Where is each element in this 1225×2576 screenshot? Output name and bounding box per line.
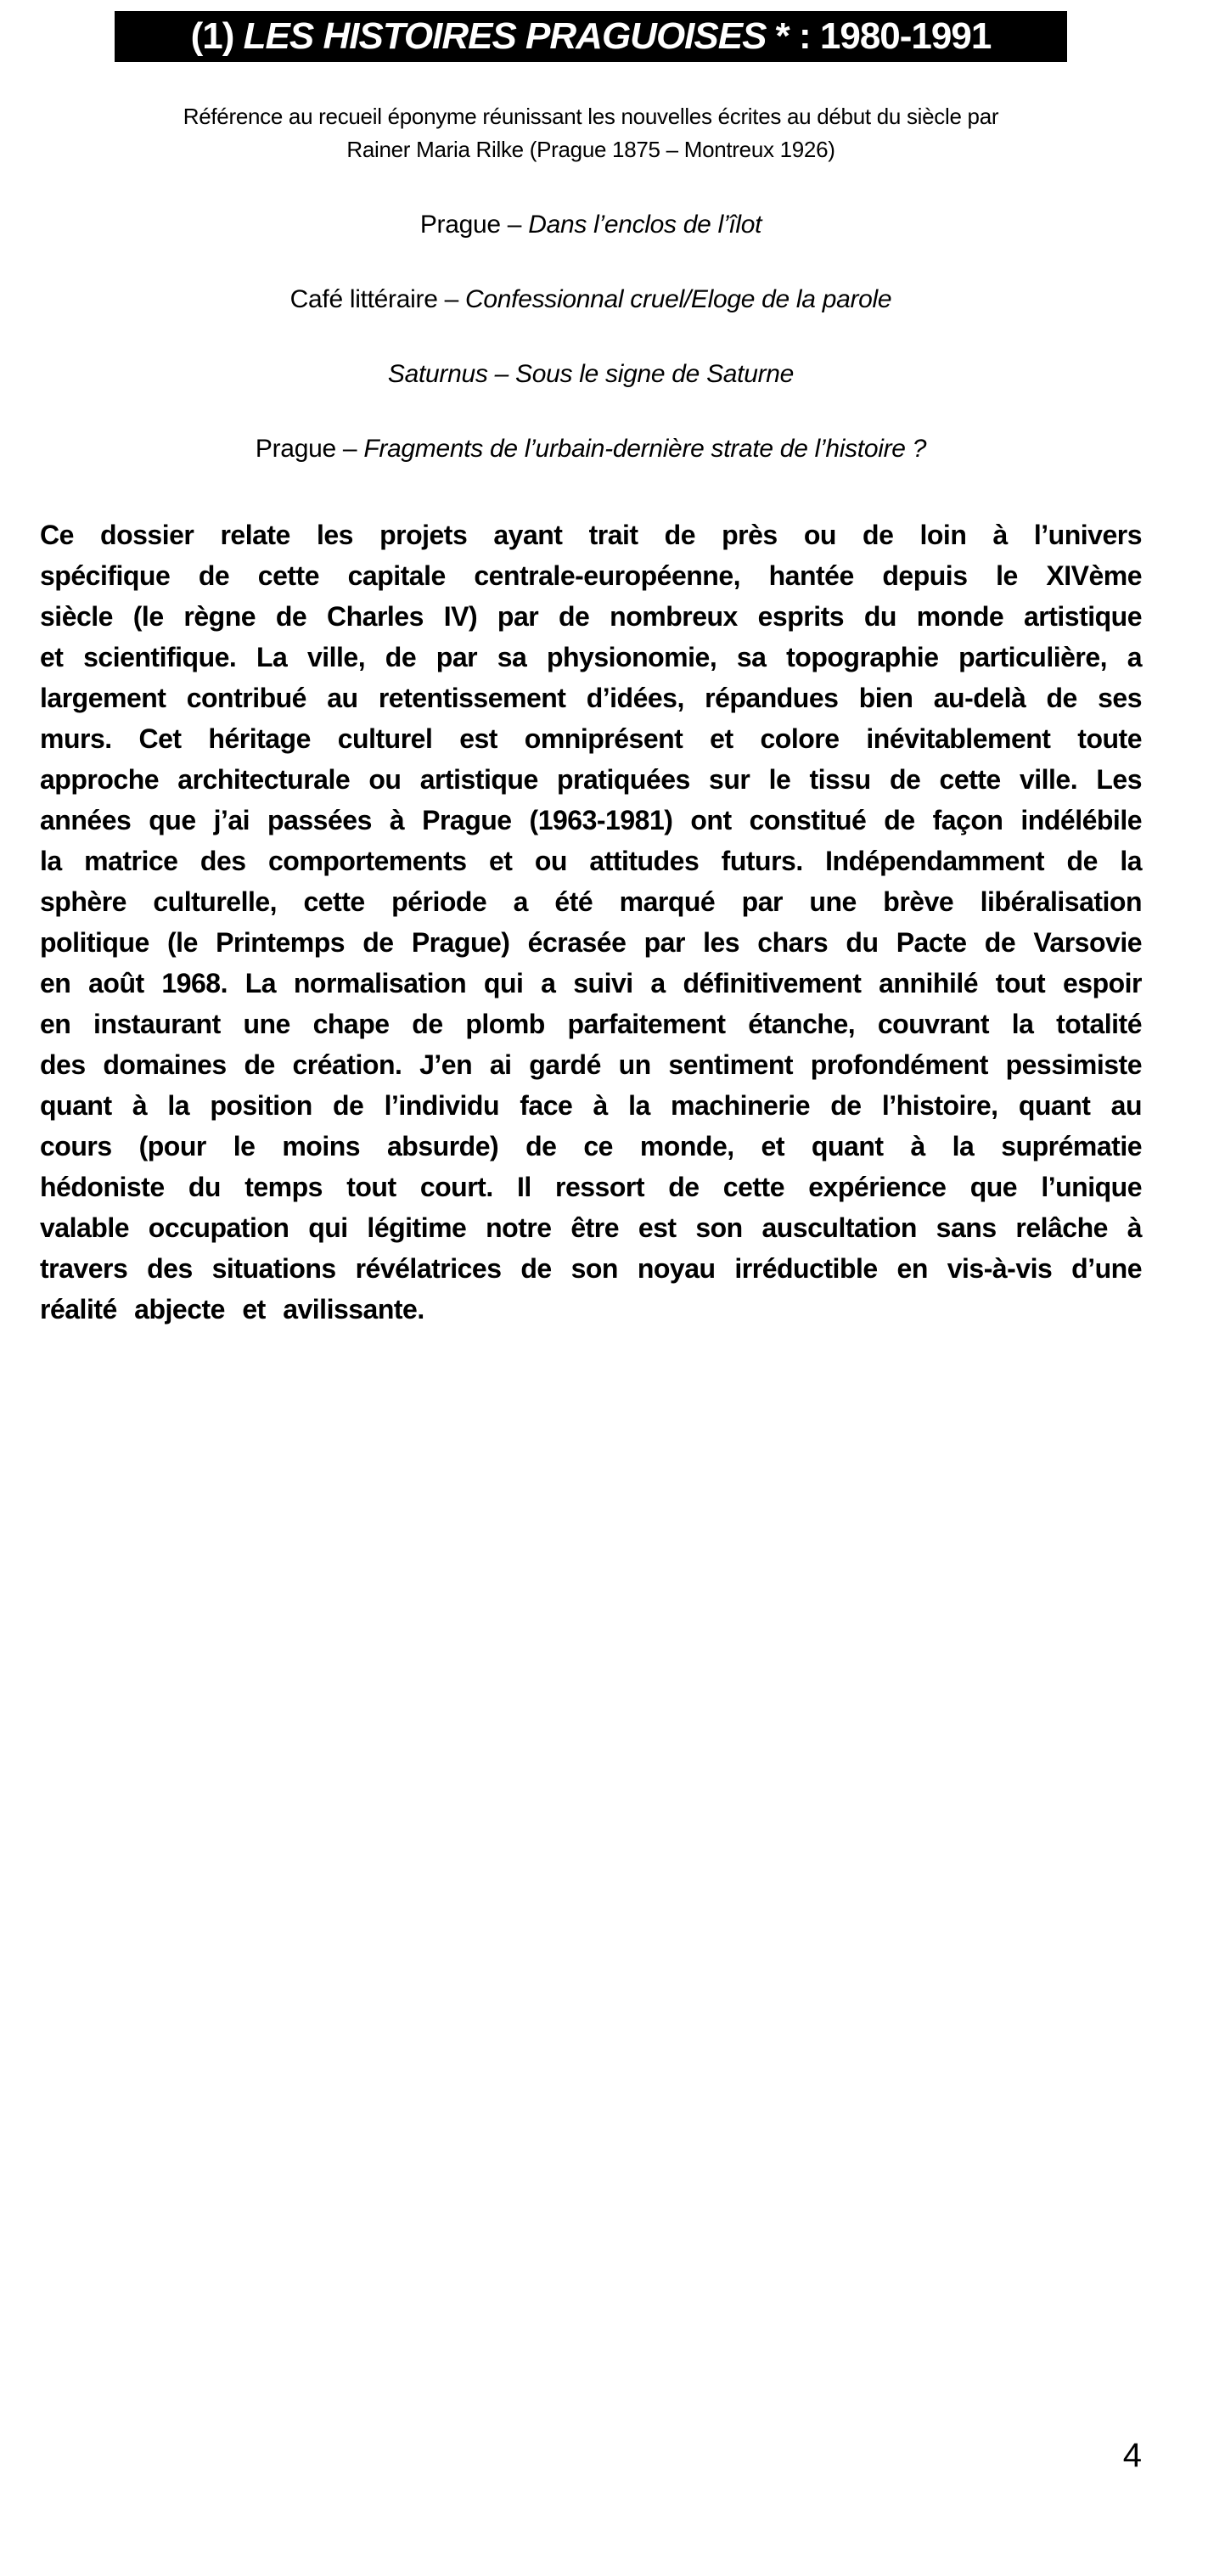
content-column — [40, 11, 1142, 1330]
page-number: 4 — [1122, 2437, 1142, 2474]
section-title-emphasis: LES HISTOIRES PRAGUOISES — [243, 15, 767, 57]
project-title-1-italic: Dans l’enclos de l’îlot — [528, 211, 762, 239]
project-title-2-plain: Café littéraire – — [289, 285, 458, 313]
project-title-4-italic: Fragments de l’urbain-dernière strate de l’histoire ? — [363, 435, 927, 463]
section-title-banner — [115, 11, 1067, 62]
project-title-3-italic: Saturnus – Sous le signe de Saturne — [387, 360, 795, 388]
section-title-suffix: * : 1980-1991 — [775, 15, 992, 57]
project-title-4 — [40, 432, 1142, 466]
project-title-3 — [40, 357, 1142, 391]
project-title-2 — [40, 283, 1142, 317]
reference-note-line1: Référence au recueil éponyme réunissant les nouvelles écrites au début du siècle par — [183, 104, 999, 129]
reference-note-line2: Rainer Maria Rilke (Prague 1875 – Montreux 1926) — [346, 137, 835, 162]
project-title-2-italic: Confessionnal cruel/Eloge de la parole — [465, 285, 892, 313]
body-paragraph: Ce dossier relate les projets ayant trait de près ou de loin à l’univers spécifique de cette capitale centrale-européenne, hantée depuis le XIVème siècle (le règne de Charles IV) par de nombreux esprits du monde artistique et scientifique. La ville, de par sa physionomie, sa topographie particulière, a largement contribué au retentissement d’idées, répandues bien au-delà de ses murs. Cet héritage culturel est omniprésent et colore inévitablement toute approche architecturale ou artistique pratiquées sur le tissu de cette ville. Les années que j’ai passées à Prague (1963-1981) ont constitué de façon indélébile la matrice des comportements et ou attitudes futurs. Indépendamment de la sphère culturelle, cette période a été marqué par une brève libéralisation politique (le Printemps de Prague) écrasée par les chars du Pacte de Varsovie en août 1968. La normalisation qui a suivi a définitivement annihilé tout espoir en instaurant une chape de plomb parfaitement étanche, couvrant la totalité des domaines de création. J’en ai gardé un sentiment profondément pessimiste quant à la position de l’individu face à la machinerie de l’histoire, quant au cours (pour le moins absurde) de ce monde, et quant à la suprématie hédoniste du temps tout court. Il ressort de cette expérience que l’unique valable occupation qui légitime notre être est son auscultation sans relâche à travers des situations révélatrices de son noyau irréductible en vis-à-vis d’une réalité abjecte et avilissante. — [40, 520, 1142, 1325]
project-title-1-plain: Prague – — [419, 211, 522, 239]
project-title-4-plain: Prague – — [255, 435, 357, 463]
reference-note — [40, 100, 1142, 166]
section-title-prefix: (1) — [190, 15, 234, 57]
project-title-1 — [40, 208, 1142, 242]
